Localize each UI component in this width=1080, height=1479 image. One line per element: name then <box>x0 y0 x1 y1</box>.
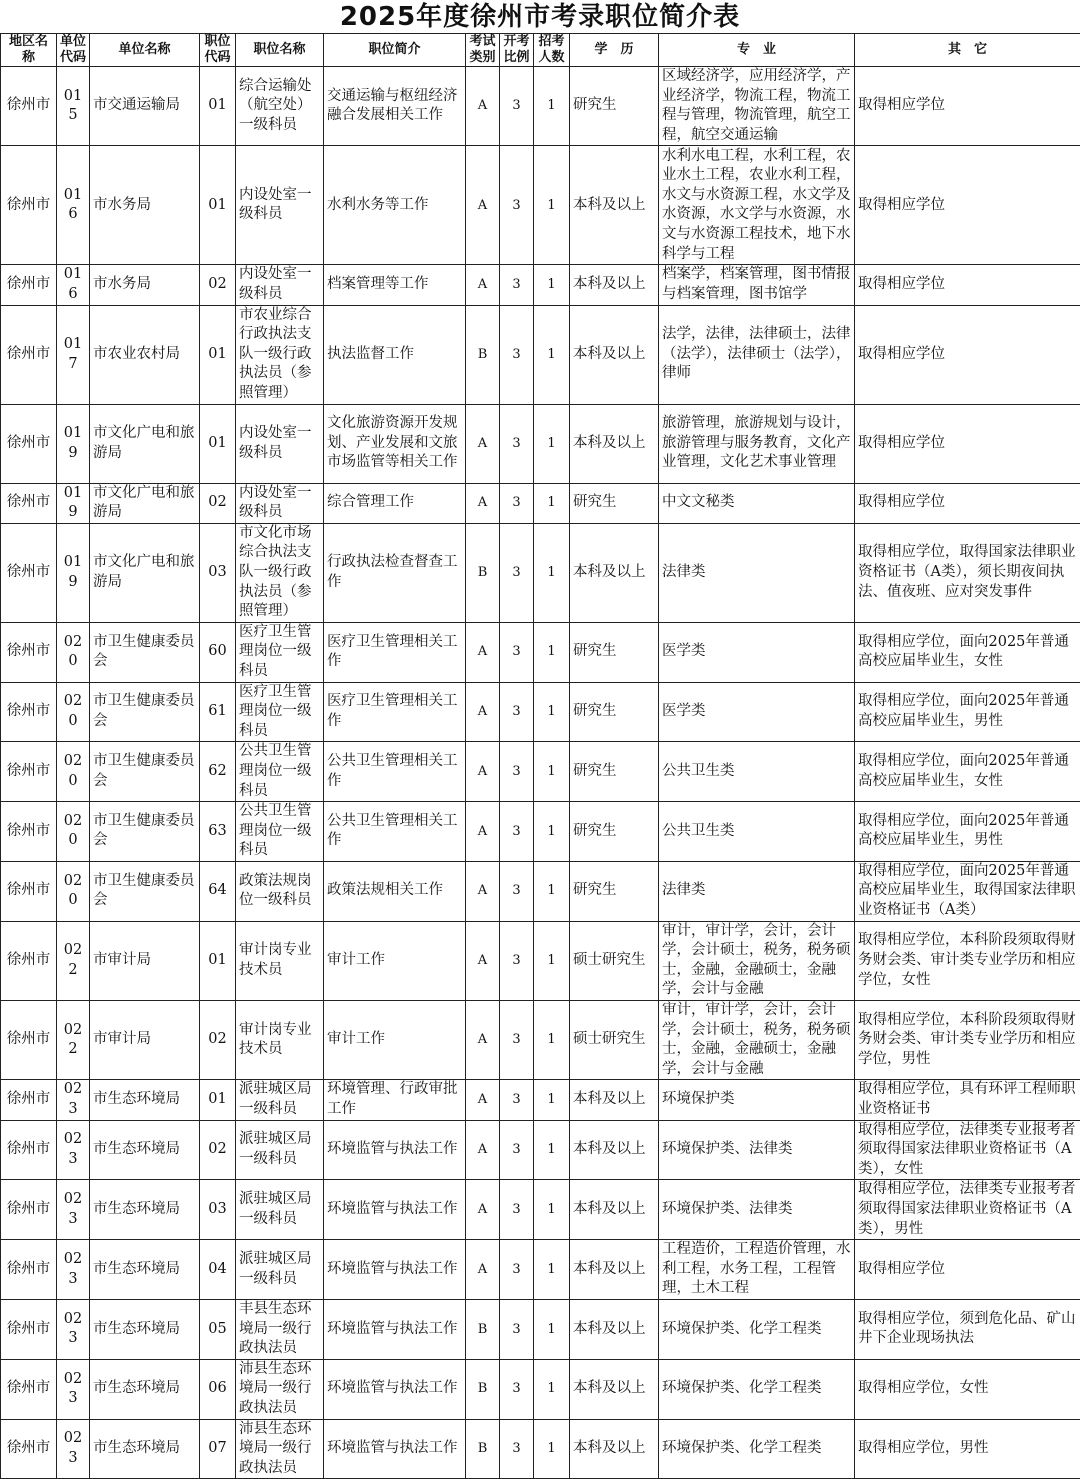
position-code-cell: 60 <box>200 622 236 682</box>
region-cell: 徐州市 <box>1 1120 57 1180</box>
major-cell: 法学，法律，法律硕士，法律（法学），法律硕士（法学），律师 <box>659 305 855 404</box>
table-row <box>1 483 1080 523</box>
position-code-cell: 63 <box>200 802 236 862</box>
unit-code-cell: 016 <box>57 146 90 265</box>
position-desc-cell: 环境监管与执法工作 <box>324 1359 466 1419</box>
region-cell: 徐州市 <box>1 682 57 742</box>
unit-name-cell: 市生态环境局 <box>90 1240 200 1300</box>
table-row <box>1 67 1080 146</box>
other-cell: 取得相应学位，面向2025年普通高校应届毕业生，男性 <box>855 682 1080 742</box>
ratio-cell: 3 <box>500 523 534 622</box>
header-other: 其 它 <box>855 34 1080 67</box>
other-cell: 取得相应学位，法律类专业报考者须取得国家法律职业资格证书（A类），女性 <box>855 1120 1080 1180</box>
table-row <box>1 305 1080 404</box>
unit-code-cell: 016 <box>57 265 90 305</box>
position-name-cell: 审计岗专业技术员 <box>236 1001 324 1080</box>
table-row <box>1 861 1080 921</box>
major-cell: 档案学，档案管理，图书情报与档案管理，图书馆学 <box>659 265 855 305</box>
unit-name-cell: 市审计局 <box>90 1001 200 1080</box>
table-row <box>1 1359 1080 1419</box>
exam-type-cell: B <box>466 523 500 622</box>
position-name-cell: 沛县生态环境局一级行政执法员 <box>236 1419 324 1479</box>
exam-type-cell: A <box>466 682 500 742</box>
count-cell: 1 <box>534 483 570 523</box>
position-desc-cell: 公共卫生管理相关工作 <box>324 742 466 802</box>
position-code-cell: 06 <box>200 1359 236 1419</box>
count-cell: 1 <box>534 67 570 146</box>
page-title: 2025年度徐州市考录职位简介表 <box>0 0 1080 34</box>
count-cell: 1 <box>534 1120 570 1180</box>
position-code-cell: 01 <box>200 305 236 404</box>
table-row <box>1 921 1080 1000</box>
region-cell: 徐州市 <box>1 861 57 921</box>
position-desc-cell: 审计工作 <box>324 921 466 1000</box>
exam-type-cell: A <box>466 622 500 682</box>
position-desc-cell: 医疗卫生管理相关工作 <box>324 622 466 682</box>
position-code-cell: 61 <box>200 682 236 742</box>
exam-type-cell: A <box>466 1120 500 1180</box>
other-cell: 取得相应学位，具有环评工程师职业资格证书 <box>855 1080 1080 1120</box>
position-desc-cell: 医疗卫生管理相关工作 <box>324 682 466 742</box>
other-cell: 取得相应学位 <box>855 1240 1080 1300</box>
other-cell: 取得相应学位，面向2025年普通高校应届毕业生，女性 <box>855 622 1080 682</box>
education-cell: 研究生 <box>570 483 659 523</box>
position-code-cell: 02 <box>200 1120 236 1180</box>
ratio-cell: 3 <box>500 1001 534 1080</box>
position-name-cell: 内设处室一级科员 <box>236 146 324 265</box>
position-name-cell: 市文化市场综合执法支队一级行政执法员（参照管理） <box>236 523 324 622</box>
exam-type-cell: B <box>466 1359 500 1419</box>
table-row <box>1 523 1080 622</box>
education-cell: 研究生 <box>570 67 659 146</box>
exam-type-cell: A <box>466 265 500 305</box>
table-row <box>1 404 1080 483</box>
header-ratio: 开考比例 <box>500 34 534 67</box>
position-name-cell: 市农业综合行政执法支队一级行政执法员（参照管理） <box>236 305 324 404</box>
exam-type-cell: A <box>466 67 500 146</box>
education-cell: 本科及以上 <box>570 1419 659 1479</box>
table-row <box>1 1299 1080 1359</box>
header-unit-name: 单位名称 <box>90 34 200 67</box>
education-cell: 硕士研究生 <box>570 921 659 1000</box>
count-cell: 1 <box>534 1180 570 1240</box>
unit-name-cell: 市审计局 <box>90 921 200 1000</box>
education-cell: 本科及以上 <box>570 523 659 622</box>
unit-name-cell: 市生态环境局 <box>90 1299 200 1359</box>
position-name-cell: 公共卫生管理岗位一级科员 <box>236 802 324 862</box>
unit-name-cell: 市文化广电和旅游局 <box>90 523 200 622</box>
count-cell: 1 <box>534 523 570 622</box>
position-code-cell: 01 <box>200 404 236 483</box>
position-code-cell: 04 <box>200 1240 236 1300</box>
region-cell: 徐州市 <box>1 404 57 483</box>
education-cell: 研究生 <box>570 742 659 802</box>
position-name-cell: 丰县生态环境局一级行政执法员 <box>236 1299 324 1359</box>
unit-code-cell: 022 <box>57 921 90 1000</box>
region-cell: 徐州市 <box>1 523 57 622</box>
region-cell: 徐州市 <box>1 742 57 802</box>
position-desc-cell: 审计工作 <box>324 1001 466 1080</box>
region-cell: 徐州市 <box>1 305 57 404</box>
region-cell: 徐州市 <box>1 622 57 682</box>
exam-type-cell: B <box>466 305 500 404</box>
table-row <box>1 1419 1080 1479</box>
region-cell: 徐州市 <box>1 1359 57 1419</box>
unit-code-cell: 020 <box>57 861 90 921</box>
major-cell: 旅游管理，旅游规划与设计，旅游管理与服务教育，文化产业管理，文化艺术事业管理 <box>659 404 855 483</box>
exam-type-cell: B <box>466 1299 500 1359</box>
position-code-cell: 02 <box>200 265 236 305</box>
position-desc-cell: 环境监管与执法工作 <box>324 1419 466 1479</box>
region-cell: 徐州市 <box>1 1001 57 1080</box>
other-cell: 取得相应学位，面向2025年普通高校应届毕业生，女性 <box>855 742 1080 802</box>
education-cell: 研究生 <box>570 622 659 682</box>
position-name-cell: 派驻城区局一级科员 <box>236 1180 324 1240</box>
unit-name-cell: 市水务局 <box>90 265 200 305</box>
ratio-cell: 3 <box>500 742 534 802</box>
other-cell: 取得相应学位 <box>855 305 1080 404</box>
table-row <box>1 1120 1080 1180</box>
table-row <box>1 1180 1080 1240</box>
count-cell: 1 <box>534 1240 570 1300</box>
unit-code-cell: 023 <box>57 1240 90 1300</box>
ratio-cell: 3 <box>500 1080 534 1120</box>
major-cell: 环境保护类、化学工程类 <box>659 1359 855 1419</box>
major-cell: 环境保护类、法律类 <box>659 1180 855 1240</box>
position-desc-cell: 执法监督工作 <box>324 305 466 404</box>
unit-name-cell: 市水务局 <box>90 146 200 265</box>
position-desc-cell: 环境监管与执法工作 <box>324 1120 466 1180</box>
major-cell: 医学类 <box>659 622 855 682</box>
count-cell: 1 <box>534 802 570 862</box>
region-cell: 徐州市 <box>1 1419 57 1479</box>
position-code-cell: 03 <box>200 523 236 622</box>
education-cell: 硕士研究生 <box>570 1001 659 1080</box>
other-cell: 取得相应学位，本科阶段须取得财务财会类、审计类专业学历和相应学位，女性 <box>855 921 1080 1000</box>
unit-name-cell: 市卫生健康委员会 <box>90 861 200 921</box>
unit-code-cell: 020 <box>57 742 90 802</box>
other-cell: 取得相应学位 <box>855 404 1080 483</box>
other-cell: 取得相应学位，男性 <box>855 1419 1080 1479</box>
count-cell: 1 <box>534 921 570 1000</box>
unit-code-cell: 019 <box>57 523 90 622</box>
region-cell: 徐州市 <box>1 483 57 523</box>
other-cell: 取得相应学位，取得国家法律职业资格证书（A类），须长期夜间执法、值夜班、应对突发事件 <box>855 523 1080 622</box>
other-cell: 取得相应学位 <box>855 265 1080 305</box>
unit-name-cell: 市农业农村局 <box>90 305 200 404</box>
unit-name-cell: 市生态环境局 <box>90 1419 200 1479</box>
major-cell: 环境保护类、化学工程类 <box>659 1419 855 1479</box>
unit-code-cell: 023 <box>57 1359 90 1419</box>
other-cell: 取得相应学位，本科阶段须取得财务财会类、审计类专业学历和相应学位，男性 <box>855 1001 1080 1080</box>
education-cell: 研究生 <box>570 802 659 862</box>
position-name-cell: 沛县生态环境局一级行政执法员 <box>236 1359 324 1419</box>
major-cell: 工程造价，工程造价管理，水利工程，水务工程，工程管理，土木工程 <box>659 1240 855 1300</box>
position-code-cell: 05 <box>200 1299 236 1359</box>
header-position-desc: 职位简介 <box>324 34 466 67</box>
position-desc-cell: 综合管理工作 <box>324 483 466 523</box>
table-row <box>1 1001 1080 1080</box>
position-name-cell: 医疗卫生管理岗位一级科员 <box>236 622 324 682</box>
region-cell: 徐州市 <box>1 1080 57 1120</box>
table-row <box>1 802 1080 862</box>
position-desc-cell: 环境监管与执法工作 <box>324 1240 466 1300</box>
education-cell: 研究生 <box>570 861 659 921</box>
ratio-cell: 3 <box>500 1180 534 1240</box>
region-cell: 徐州市 <box>1 67 57 146</box>
major-cell: 环境保护类、法律类 <box>659 1120 855 1180</box>
position-desc-cell: 文化旅游资源开发规划、产业发展和文旅市场监管等相关工作 <box>324 404 466 483</box>
unit-code-cell: 023 <box>57 1419 90 1479</box>
table-row <box>1 622 1080 682</box>
unit-code-cell: 020 <box>57 802 90 862</box>
count-cell: 1 <box>534 1359 570 1419</box>
exam-type-cell: A <box>466 404 500 483</box>
position-code-cell: 02 <box>200 1001 236 1080</box>
exam-type-cell: B <box>466 1419 500 1479</box>
education-cell: 本科及以上 <box>570 404 659 483</box>
major-cell: 中文文秘类 <box>659 483 855 523</box>
other-cell: 取得相应学位，面向2025年普通高校应届毕业生，男性 <box>855 802 1080 862</box>
major-cell: 审计，审计学，会计，会计学，会计硕士，税务，税务硕士，金融，金融硕士，金融学，会计与金融 <box>659 1001 855 1080</box>
major-cell: 审计，审计学，会计，会计学，会计硕士，税务，税务硕士，金融，金融硕士，金融学，会计与金融 <box>659 921 855 1000</box>
other-cell: 取得相应学位 <box>855 67 1080 146</box>
unit-code-cell: 020 <box>57 682 90 742</box>
region-cell: 徐州市 <box>1 1240 57 1300</box>
position-desc-cell: 环境监管与执法工作 <box>324 1299 466 1359</box>
other-cell: 取得相应学位 <box>855 483 1080 523</box>
position-code-cell: 01 <box>200 921 236 1000</box>
major-cell: 医学类 <box>659 682 855 742</box>
position-desc-cell: 行政执法检查督查工作 <box>324 523 466 622</box>
unit-name-cell: 市卫生健康委员会 <box>90 682 200 742</box>
position-code-cell: 62 <box>200 742 236 802</box>
position-code-cell: 01 <box>200 1080 236 1120</box>
unit-code-cell: 020 <box>57 622 90 682</box>
header-exam-type: 考试类别 <box>466 34 500 67</box>
count-cell: 1 <box>534 1299 570 1359</box>
ratio-cell: 3 <box>500 146 534 265</box>
unit-name-cell: 市卫生健康委员会 <box>90 802 200 862</box>
other-cell: 取得相应学位，法律类专业报考者须取得国家法律职业资格证书（A类），男性 <box>855 1180 1080 1240</box>
position-name-cell: 医疗卫生管理岗位一级科员 <box>236 682 324 742</box>
unit-code-cell: 015 <box>57 67 90 146</box>
position-name-cell: 政策法规岗位一级科员 <box>236 861 324 921</box>
ratio-cell: 3 <box>500 622 534 682</box>
unit-name-cell: 市文化广电和旅游局 <box>90 483 200 523</box>
education-cell: 本科及以上 <box>570 1240 659 1300</box>
table-body <box>1 67 1080 1479</box>
position-name-cell: 派驻城区局一级科员 <box>236 1120 324 1180</box>
header-major: 专 业 <box>659 34 855 67</box>
table-row <box>1 146 1080 265</box>
other-cell: 取得相应学位，面向2025年普通高校应届毕业生，取得国家法律职业资格证书（A类） <box>855 861 1080 921</box>
region-cell: 徐州市 <box>1 1299 57 1359</box>
position-desc-cell: 环境监管与执法工作 <box>324 1180 466 1240</box>
education-cell: 本科及以上 <box>570 1080 659 1120</box>
exam-type-cell: A <box>466 146 500 265</box>
position-name-cell: 派驻城区局一级科员 <box>236 1080 324 1120</box>
table-row <box>1 265 1080 305</box>
count-cell: 1 <box>534 742 570 802</box>
ratio-cell: 3 <box>500 802 534 862</box>
count-cell: 1 <box>534 1001 570 1080</box>
position-name-cell: 内设处室一级科员 <box>236 483 324 523</box>
unit-name-cell: 市生态环境局 <box>90 1359 200 1419</box>
education-cell: 本科及以上 <box>570 265 659 305</box>
exam-type-cell: A <box>466 1080 500 1120</box>
position-name-cell: 内设处室一级科员 <box>236 404 324 483</box>
position-name-cell: 派驻城区局一级科员 <box>236 1240 324 1300</box>
ratio-cell: 3 <box>500 305 534 404</box>
unit-name-cell: 市生态环境局 <box>90 1080 200 1120</box>
ratio-cell: 3 <box>500 1120 534 1180</box>
count-cell: 1 <box>534 404 570 483</box>
position-desc-cell: 水利水务等工作 <box>324 146 466 265</box>
ratio-cell: 3 <box>500 1299 534 1359</box>
table-row <box>1 1080 1080 1120</box>
region-cell: 徐州市 <box>1 265 57 305</box>
unit-name-cell: 市生态环境局 <box>90 1180 200 1240</box>
table-row <box>1 742 1080 802</box>
exam-type-cell: A <box>466 742 500 802</box>
count-cell: 1 <box>534 682 570 742</box>
education-cell: 本科及以上 <box>570 1180 659 1240</box>
position-name-cell: 审计岗专业技术员 <box>236 921 324 1000</box>
unit-name-cell: 市文化广电和旅游局 <box>90 404 200 483</box>
major-cell: 公共卫生类 <box>659 742 855 802</box>
position-code-cell: 07 <box>200 1419 236 1479</box>
position-code-cell: 03 <box>200 1180 236 1240</box>
exam-type-cell: A <box>466 1001 500 1080</box>
header-unit-code: 单位代码 <box>57 34 90 67</box>
position-desc-cell: 环境管理、行政审批工作 <box>324 1080 466 1120</box>
table-row <box>1 1240 1080 1300</box>
other-cell: 取得相应学位，女性 <box>855 1359 1080 1419</box>
header-position-name: 职位名称 <box>236 34 324 67</box>
count-cell: 1 <box>534 265 570 305</box>
table-header-row <box>1 34 1080 67</box>
position-code-cell: 64 <box>200 861 236 921</box>
major-cell: 区域经济学，应用经济学，产业经济学，物流工程，物流工程与管理，物流管理，航空工程，航空交通运输 <box>659 67 855 146</box>
exam-type-cell: A <box>466 861 500 921</box>
ratio-cell: 3 <box>500 921 534 1000</box>
exam-type-cell: A <box>466 1180 500 1240</box>
education-cell: 本科及以上 <box>570 1359 659 1419</box>
major-cell: 环境保护类 <box>659 1080 855 1120</box>
positions-table <box>0 33 1080 1479</box>
exam-type-cell: A <box>466 483 500 523</box>
ratio-cell: 3 <box>500 67 534 146</box>
ratio-cell: 3 <box>500 861 534 921</box>
unit-name-cell: 市交通运输局 <box>90 67 200 146</box>
unit-code-cell: 019 <box>57 483 90 523</box>
education-cell: 本科及以上 <box>570 1120 659 1180</box>
ratio-cell: 3 <box>500 682 534 742</box>
ratio-cell: 3 <box>500 1359 534 1419</box>
ratio-cell: 3 <box>500 1419 534 1479</box>
header-education: 学 历 <box>570 34 659 67</box>
unit-code-cell: 022 <box>57 1001 90 1080</box>
position-code-cell: 01 <box>200 67 236 146</box>
unit-code-cell: 023 <box>57 1120 90 1180</box>
unit-name-cell: 市卫生健康委员会 <box>90 742 200 802</box>
other-cell: 取得相应学位 <box>855 146 1080 265</box>
unit-code-cell: 023 <box>57 1180 90 1240</box>
ratio-cell: 3 <box>500 265 534 305</box>
position-desc-cell: 档案管理等工作 <box>324 265 466 305</box>
ratio-cell: 3 <box>500 1240 534 1300</box>
unit-code-cell: 023 <box>57 1080 90 1120</box>
other-cell: 取得相应学位，须到危化品、矿山井下企业现场执法 <box>855 1299 1080 1359</box>
major-cell: 水利水电工程，水利工程，农业水土工程，农业水利工程，水文与水资源工程，水文学及水资源，水文学与水资源，水文与水资源工程技术，地下水科学与工程 <box>659 146 855 265</box>
unit-code-cell: 017 <box>57 305 90 404</box>
ratio-cell: 3 <box>500 483 534 523</box>
position-desc-cell: 政策法规相关工作 <box>324 861 466 921</box>
region-cell: 徐州市 <box>1 1180 57 1240</box>
region-cell: 徐州市 <box>1 146 57 265</box>
count-cell: 1 <box>534 622 570 682</box>
region-cell: 徐州市 <box>1 802 57 862</box>
count-cell: 1 <box>534 861 570 921</box>
table-row <box>1 682 1080 742</box>
education-cell: 本科及以上 <box>570 1299 659 1359</box>
education-cell: 研究生 <box>570 682 659 742</box>
header-position-code: 职位代码 <box>200 34 236 67</box>
unit-name-cell: 市卫生健康委员会 <box>90 622 200 682</box>
header-count: 招考人数 <box>534 34 570 67</box>
exam-type-cell: A <box>466 802 500 862</box>
count-cell: 1 <box>534 146 570 265</box>
major-cell: 公共卫生类 <box>659 802 855 862</box>
major-cell: 环境保护类、化学工程类 <box>659 1299 855 1359</box>
ratio-cell: 3 <box>500 404 534 483</box>
region-cell: 徐州市 <box>1 921 57 1000</box>
position-code-cell: 02 <box>200 483 236 523</box>
count-cell: 1 <box>534 305 570 404</box>
position-name-cell: 内设处室一级科员 <box>236 265 324 305</box>
exam-type-cell: A <box>466 921 500 1000</box>
education-cell: 本科及以上 <box>570 305 659 404</box>
header-region: 地区名称 <box>1 34 57 67</box>
position-name-cell: 综合运输处（航空处）一级科员 <box>236 67 324 146</box>
major-cell: 法律类 <box>659 861 855 921</box>
position-desc-cell: 交通运输与枢纽经济融合发展相关工作 <box>324 67 466 146</box>
exam-type-cell: A <box>466 1240 500 1300</box>
education-cell: 本科及以上 <box>570 146 659 265</box>
position-desc-cell: 公共卫生管理相关工作 <box>324 802 466 862</box>
position-code-cell: 01 <box>200 146 236 265</box>
unit-code-cell: 023 <box>57 1299 90 1359</box>
major-cell: 法律类 <box>659 523 855 622</box>
unit-name-cell: 市生态环境局 <box>90 1120 200 1180</box>
position-name-cell: 公共卫生管理岗位一级科员 <box>236 742 324 802</box>
count-cell: 1 <box>534 1080 570 1120</box>
count-cell: 1 <box>534 1419 570 1479</box>
unit-code-cell: 019 <box>57 404 90 483</box>
